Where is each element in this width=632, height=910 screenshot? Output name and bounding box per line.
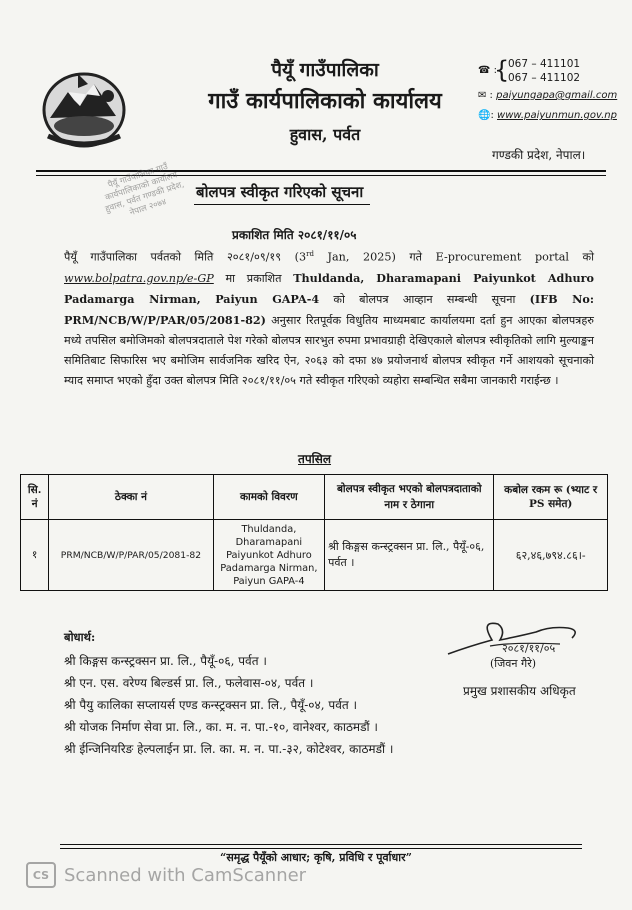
signatory-title: प्रमुख प्रशासकीय अधिकृत: [463, 684, 576, 698]
phone-icon: ☎ :: [478, 65, 498, 76]
cc-list: [64, 650, 393, 760]
office-name: गाउँ कार्यपालिकाको कार्यालय: [208, 88, 442, 114]
list-item: श्री एन. एस. वरेण्य बिल्डर्स प्रा. लि., फलेवास-०४, पर्वत ।: [64, 676, 314, 690]
title-underline: [194, 204, 370, 205]
signature-date: २०८१/११/०५: [502, 642, 556, 655]
table-caption: तपसिल: [298, 452, 332, 466]
phone-number-2: 067 – 411102: [508, 72, 581, 84]
email-icon: ✉ :: [478, 90, 493, 101]
project-name: Thuldanda, Dharamapani Paiyunkot Adhuro Padamarga Nirman, Paiyun GAPA-4: [64, 270, 595, 306]
municipality-name: पैयूँ गाउँपालिका: [271, 59, 379, 81]
cell-amount: ६२,४६,७९४.८६।-: [494, 520, 608, 591]
list-item: श्री योजक निर्माण सेवा प्रा. लि., का. म. न. पा.-१०, वानेश्वर, काठमडौं ।: [64, 720, 378, 734]
header-amount: कबोल रकम रू (भ्याट र PS समेत): [494, 475, 608, 520]
cell-work: Thuldanda, Dharamapani Paiyunkot Adhuro Padamarga Nirman, Paiyun GAPA-4: [213, 520, 325, 591]
footer-rule-thin: [60, 848, 582, 849]
footer-motto: “समृद्ध पैयूँको आधार; कृषि, प्रविधि र पूर्वाधार”: [220, 851, 412, 864]
body-text-1: पैयूँ गाउँपालिका पर्वतको मिति २०८१/०९/१९ (3: [64, 250, 307, 264]
phone-block: [478, 56, 628, 86]
office-stamp: पैयूँ गाउँपालिका गाउँ कार्यपालिकाको कार्यालय हुवास, पर्वत गण्डकी प्रदेश, नेपाल २०७४: [103, 161, 186, 219]
footer-rule-thick: [60, 844, 582, 845]
table-row: [21, 520, 608, 591]
globe-icon: 🌐:: [478, 110, 494, 121]
signatory-name: (जिवन गैरे): [490, 657, 537, 670]
cc-heading: बोधार्थ:: [64, 630, 96, 644]
office-heading: [180, 58, 470, 146]
body-text-3: मा प्रकाशित: [213, 271, 294, 285]
phone-number-1: 067 – 411101: [508, 58, 581, 70]
notice-title: बोलपत्र स्वीकृत गरिएको सूचना: [196, 183, 364, 201]
nepal-emblem-logo: [38, 66, 130, 150]
list-item: श्री पैयु कालिका सप्लायर्स एण्ड कन्स्ट्रक्सन प्रा. लि., पैयूँ-०४, पर्वत ।: [64, 698, 358, 712]
website-link[interactable]: www.paiyunmun.gov.np: [497, 110, 617, 121]
body-sup: rd: [306, 250, 314, 258]
header-contract: ठेक्का नं: [49, 475, 213, 520]
brace-glyph: {: [494, 56, 510, 84]
camscanner-watermark: [26, 862, 306, 888]
body-text-5: अनुसार रितपूर्वक विधुतिय माध्यमबाट कार्यालयमा दर्ता हुन आएका बोलपत्रहरु मध्ये तपसिल बमोजिमको बोलपत्रदाताले पेश गरेको बोलपत्र सारभुत रुपमा प्रभावग्राही देखिएकाले बोलपत्र स्वीकृतिको लागि मुल्याङ्कन समितिबाट सिफारिस भए बमोजिम सार्वजनिक खरिद ऐन, २०६३ को दफा ४७ प्रयोजनार्थ बोलपत्र स्वीकृत गर्ने आशयको सूचनाको म्याद समाप्त भएको हुँदा उक्त बोलपत्र मिति २०८१/११/०५ गते स्वीकृत गरिएको व्यहोरा सम्बन्धित सबैमा जानकारी गराईन्छ ।: [64, 313, 594, 387]
cell-bidder: श्री किङ्गस कन्स्ट्रक्सन प्रा. लि., पैयूँ-०६, पर्वत ।: [325, 520, 494, 591]
cell-contract: PRM/NCB/W/P/PAR/05/2081-82: [49, 520, 213, 591]
bolpatra-link[interactable]: www.bolpatra.gov.np/e-GP: [64, 271, 214, 285]
email-line: [478, 90, 617, 101]
camscanner-logo-icon: CS: [26, 862, 56, 888]
cell-sn: १: [21, 520, 49, 591]
province-label: गण्डकी प्रदेश, नेपाल।: [492, 148, 586, 162]
website-line: [478, 110, 617, 121]
office-location: हुवास, पर्वत: [289, 125, 361, 144]
header-bidder: बोलपत्र स्वीकृत भएको बोलपत्रदाताको नाम र ठेगाना: [325, 475, 494, 520]
ifb-number: (IFB No: PRM/NCB/W/P/PAR/05/2081-82): [64, 291, 594, 327]
list-item: श्री ईन्जिनियरिङ हेल्पलाईन प्रा. लि. का. म. न. पा.-३२, कोटेश्वर, काठमडौं ।: [64, 742, 394, 756]
body-text-2: Jan, 2025) गते E-procurement portal को: [313, 250, 594, 264]
watermark-text: Scanned with CamScanner: [64, 864, 307, 886]
notice-body: [64, 244, 594, 391]
header-work: कामको विवरण: [213, 475, 325, 520]
email-address[interactable]: paiyungapa@gmail.com: [496, 90, 618, 101]
header-sn: सि. नं: [21, 475, 49, 520]
header-rule-thick: [36, 170, 606, 172]
award-table: [20, 474, 608, 591]
table-header-row: [21, 475, 608, 520]
list-item: श्री किङ्गस कन्स्ट्रक्सन प्रा. लि., पैयूँ-०६, पर्वत ।: [64, 654, 267, 668]
body-text-4: को बोलपत्र आव्हान सम्बन्धी सूचना: [319, 292, 530, 306]
published-date: प्रकाशित मिति २०८१/११/०५: [232, 228, 357, 242]
